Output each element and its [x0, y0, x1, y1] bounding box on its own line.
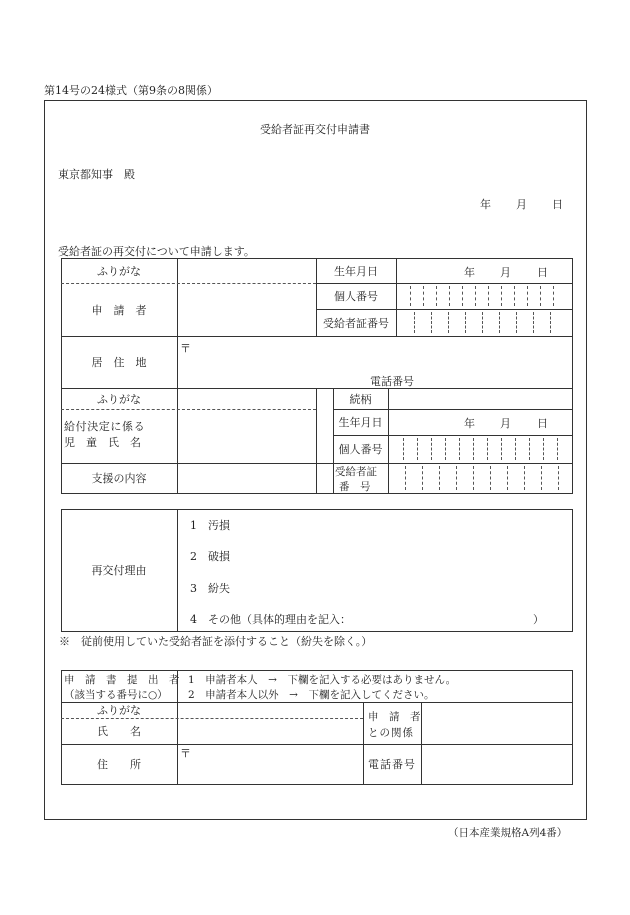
submitter-address-label: 住 所 [97, 758, 141, 771]
child-my-number-field[interactable] [389, 436, 572, 463]
paper-size-footer: （日本産業規格A列4番） [448, 827, 568, 839]
child-birth-year[interactable]: 年 [464, 417, 475, 430]
submitter-option-1[interactable]: 1 申請者本人 → 下欄を記入する必要はありません。 [188, 674, 457, 686]
applicant-my-number-field[interactable] [397, 284, 572, 309]
submitter-furigana-label: ふりがな [97, 704, 141, 717]
submitter-label-line2: （該当する番号に○） [64, 689, 168, 701]
child-relation-label: 続柄 [349, 392, 372, 406]
support-cert-line1: 受給者証 [335, 466, 377, 478]
form-title: 受給者証再交付申請書 [260, 123, 370, 136]
date-day[interactable]: 日 [552, 198, 563, 211]
submitter-label-line1: 申 請 書 提 出 者 [64, 674, 180, 686]
submitter-phone-label: 電話番号 [368, 758, 416, 771]
child-furigana-field[interactable] [178, 389, 316, 409]
child-birth-month[interactable]: 月 [500, 417, 511, 430]
applicant-cert-number-label: 受給者証番号 [323, 316, 389, 330]
submitter-relation-line1: 申 請 者 [368, 711, 421, 723]
residence-label: 居 住 地 [91, 356, 147, 369]
submitter-option-2[interactable]: 2 申請者本人以外 → 下欄を記入してください。 [188, 689, 435, 701]
residence-postal-mark: 〒 [180, 342, 191, 355]
date-month[interactable]: 月 [516, 198, 527, 211]
applicant-furigana-field[interactable] [178, 259, 315, 283]
applicant-label: 申 請 者 [91, 304, 147, 317]
support-label: 支援の内容 [91, 472, 147, 485]
form-number: 第14号の24様式（第9条の8関係） [44, 84, 218, 97]
submitter-relation-field[interactable] [422, 703, 572, 744]
reason-item-4-close: ） [533, 613, 544, 626]
intro-text: 受給者証の再交付について申請します。 [58, 245, 255, 258]
reason-item-4[interactable]: 4 その他（具体的理由を記入： [190, 613, 351, 626]
child-relation-field[interactable] [389, 389, 572, 409]
applicant-birth-month[interactable]: 月 [500, 266, 511, 279]
applicant-cert-number-field[interactable] [397, 310, 572, 336]
date-year[interactable]: 年 [480, 198, 491, 211]
child-furigana-label: ふりがな [97, 392, 141, 406]
submitter-name-label: 氏 名 [97, 725, 141, 738]
child-label-line1: 給付決定に係る [64, 420, 146, 433]
child-my-number-label: 個人番号 [338, 443, 383, 456]
submitter-address-field[interactable] [178, 745, 363, 784]
support-field[interactable] [178, 464, 316, 493]
reason-item-1[interactable]: 1 汚損 [190, 519, 230, 532]
attachment-note: ※ 従前使用していた受給者証を添付すること（紛失を除く。） [59, 635, 373, 648]
submitter-postal-mark: 〒 [180, 747, 191, 760]
reason-item-3[interactable]: 3 紛失 [190, 582, 230, 595]
residence-field[interactable] [178, 337, 572, 388]
child-label-line2: 児 童 氏 名 [64, 436, 141, 449]
applicant-furigana-label: ふりがな [97, 264, 141, 278]
reason-item-2[interactable]: 2 破損 [190, 550, 230, 563]
support-cert-number-field[interactable] [389, 464, 572, 493]
child-birth-label: 生年月日 [338, 416, 383, 429]
submitter-phone-field[interactable] [422, 745, 572, 784]
child-name-field[interactable] [178, 410, 316, 463]
residence-phone-label: 電話番号 [370, 375, 414, 388]
submitter-relation-line2: との関係 [368, 727, 414, 739]
addressee: 東京都知事 殿 [58, 168, 135, 181]
submitter-furigana-field[interactable] [178, 703, 363, 718]
applicant-my-number-label: 個人番号 [334, 290, 378, 303]
applicant-name-field[interactable] [178, 284, 315, 335]
reason-label: 再交付理由 [91, 564, 147, 577]
submitter-name-field[interactable] [178, 719, 363, 744]
applicant-birth-day[interactable]: 日 [537, 266, 548, 279]
applicant-birth-year[interactable]: 年 [464, 266, 475, 279]
support-cert-line2: 番 号 [339, 481, 371, 493]
child-birth-day[interactable]: 日 [537, 417, 548, 430]
applicant-birth-label: 生年月日 [334, 264, 378, 278]
